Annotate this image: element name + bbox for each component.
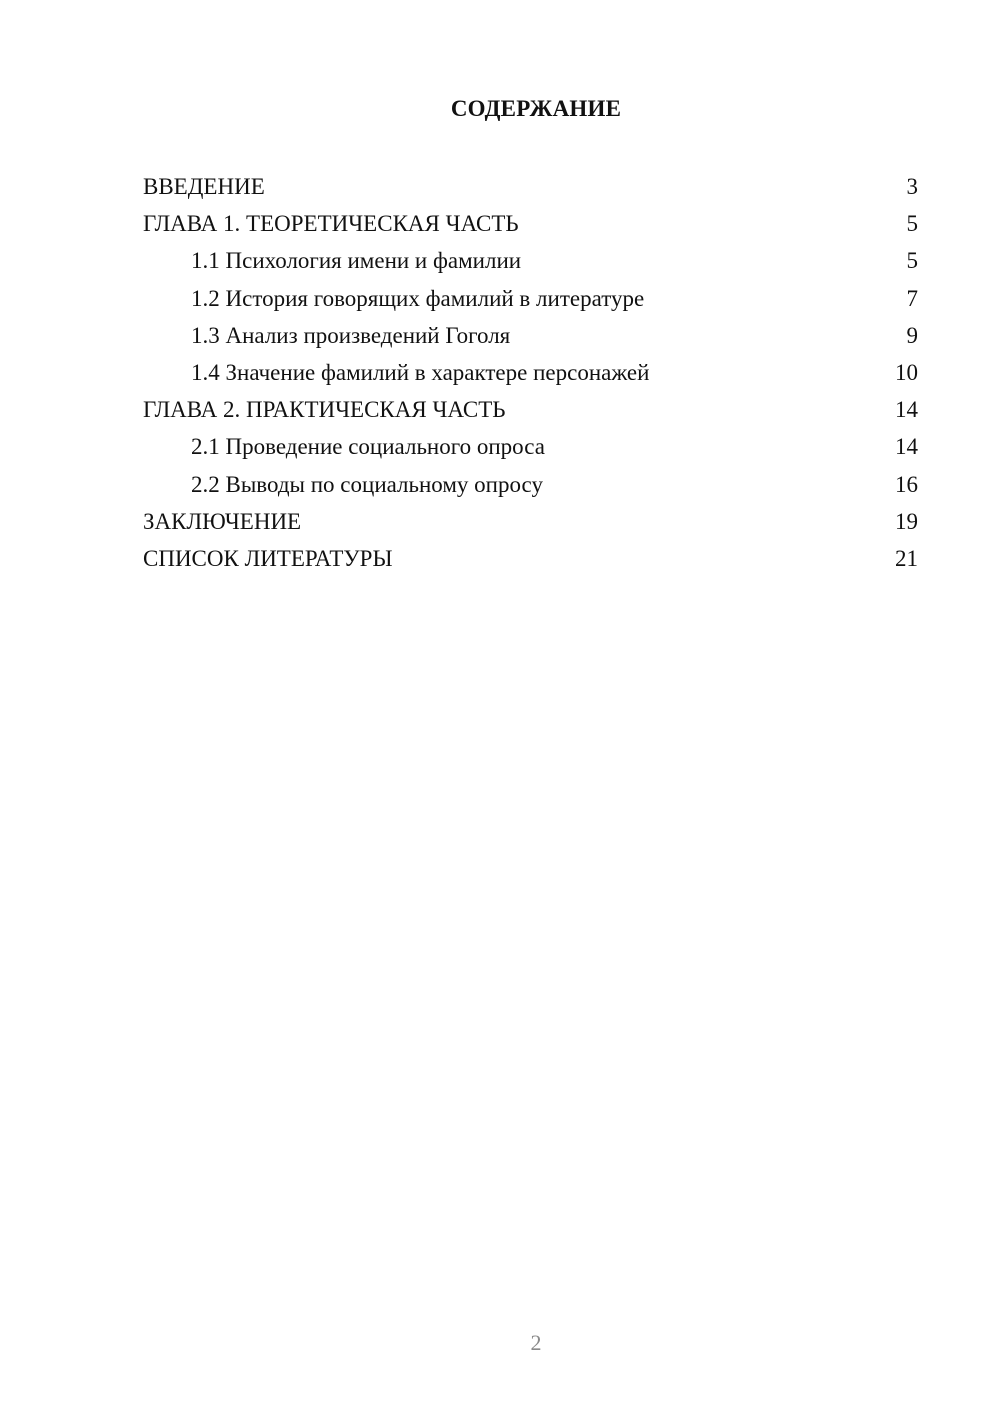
toc-item-page: 7 bbox=[906, 285, 918, 311]
toc-item-page: 5 bbox=[906, 248, 918, 274]
toc-item-label: 2.2 Выводы по социальному опросу bbox=[191, 471, 543, 497]
toc-item-label: СПИСОК ЛИТЕРАТУРЫ bbox=[143, 545, 393, 571]
toc-item-bibliography[interactable] bbox=[143, 540, 918, 577]
toc-item-chapter-2[interactable] bbox=[143, 391, 918, 428]
toc-item-introduction[interactable] bbox=[143, 168, 918, 205]
toc-title: СОДЕРЖАНИЕ bbox=[450, 96, 622, 121]
toc-item-label: 1.1 Психология имени и фамилии bbox=[191, 248, 522, 274]
toc-item-page: 10 bbox=[895, 359, 918, 385]
toc-item-page: 16 bbox=[895, 471, 918, 497]
toc-item-conclusion[interactable] bbox=[143, 503, 918, 540]
toc-item-page: 21 bbox=[895, 545, 918, 571]
toc-item-label: ГЛАВА 2. ПРАКТИЧЕСКАЯ ЧАСТЬ bbox=[143, 397, 506, 423]
toc-item-chapter-1[interactable] bbox=[143, 205, 918, 242]
toc-item-page: 5 bbox=[906, 211, 918, 237]
toc-item-section-1-3[interactable] bbox=[143, 317, 918, 354]
toc-item-section-1-1[interactable] bbox=[143, 242, 918, 279]
toc-item-label: 1.4 Значение фамилий в характере персонажей bbox=[191, 359, 650, 385]
toc-item-page: 14 bbox=[895, 397, 918, 423]
toc-item-section-1-2[interactable] bbox=[143, 280, 918, 317]
toc-item-label: 2.1 Проведение социального опроса bbox=[191, 434, 545, 460]
toc-item-page: 19 bbox=[895, 508, 918, 534]
toc-item-label: ЗАКЛЮЧЕНИЕ bbox=[143, 508, 302, 534]
table-of-contents bbox=[143, 168, 918, 577]
toc-item-label: 1.2 История говорящих фамилий в литературе bbox=[191, 285, 645, 311]
toc-item-section-2-1[interactable] bbox=[143, 428, 918, 465]
toc-item-label: ГЛАВА 1. ТЕОРЕТИЧЕСКАЯ ЧАСТЬ bbox=[143, 211, 519, 237]
toc-item-page: 14 bbox=[895, 434, 918, 460]
page-number: 2 bbox=[530, 1330, 542, 1355]
toc-item-page: 3 bbox=[906, 174, 918, 199]
toc-item-page: 9 bbox=[906, 322, 918, 348]
toc-item-section-2-2[interactable] bbox=[143, 466, 918, 503]
toc-item-label: ВВЕДЕНИЕ bbox=[143, 174, 265, 199]
toc-item-label: 1.3 Анализ произведений Гоголя bbox=[191, 322, 511, 348]
toc-item-section-1-4[interactable] bbox=[143, 354, 918, 391]
